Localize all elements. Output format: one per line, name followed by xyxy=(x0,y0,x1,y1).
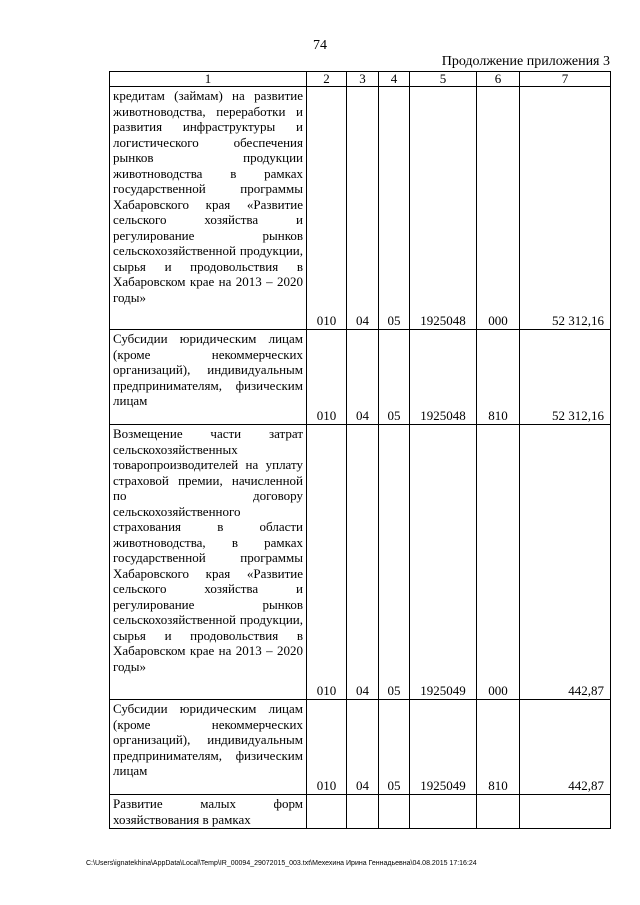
cell-col-7: 52 312,16 xyxy=(520,330,611,425)
row-description: Субсидии юридическим лицам (кроме некоммерческих организаций), индивидуальным предпринимателям, физическим лицам xyxy=(110,700,307,795)
row-description: Субсидии юридическим лицам (кроме некоммерческих организаций), индивидуальным предпринимателям, физическим лицам xyxy=(110,330,307,425)
table-row xyxy=(110,87,611,330)
table-row xyxy=(110,330,611,425)
header-col-7: 7 xyxy=(520,72,611,87)
cell-col-6: 000 xyxy=(477,425,520,700)
cell-col-4 xyxy=(379,795,410,829)
cell-col-6: 000 xyxy=(477,87,520,330)
cell-col-4: 05 xyxy=(379,87,410,330)
budget-table xyxy=(109,71,611,829)
cell-col-2: 010 xyxy=(307,425,347,700)
table-row xyxy=(110,425,611,700)
file-path-footer: C:\Users\ignatekhina\AppData\Local\Temp\IR_00094_29072015_003.txt\Мехехина Ирина Геннадьевна\04.08.2015 17:16:24 xyxy=(86,860,477,867)
cell-col-3: 04 xyxy=(347,87,379,330)
cell-col-4: 05 xyxy=(379,700,410,795)
cell-col-5: 1925049 xyxy=(410,425,477,700)
cell-col-2: 010 xyxy=(307,87,347,330)
cell-col-4: 05 xyxy=(379,425,410,700)
cell-col-6: 810 xyxy=(477,330,520,425)
cell-col-4: 05 xyxy=(379,330,410,425)
page-number: 74 xyxy=(313,38,327,53)
row-description: Развитие малых форм хозяйствования в рамках xyxy=(110,795,307,829)
header-col-4: 4 xyxy=(379,72,410,87)
cell-col-7: 52 312,16 xyxy=(520,87,611,330)
cell-col-5 xyxy=(410,795,477,829)
cell-col-2 xyxy=(307,795,347,829)
cell-col-3: 04 xyxy=(347,700,379,795)
row-description: Возмещение части затрат сельскохозяйственных товаропроизводителей на уплату страховой премии, начисленной по договору сельскохозяйственного страхования в области животноводства, в рамках государственной программы Хабаровского края «Развитие сельского хозяйства и регулирование рынков сельскохозяйственной продукции, сырья и продовольствия в Хабаровском крае на 2013 – 2020 годы» xyxy=(110,425,307,700)
cell-col-6: 810 xyxy=(477,700,520,795)
cell-col-6 xyxy=(477,795,520,829)
cell-col-5: 1925048 xyxy=(410,330,477,425)
cell-col-7: 442,87 xyxy=(520,425,611,700)
continuation-label: Продолжение приложения 3 xyxy=(441,54,610,69)
cell-col-3: 04 xyxy=(347,330,379,425)
header-col-1: 1 xyxy=(110,72,307,87)
header-col-3: 3 xyxy=(347,72,379,87)
header-col-2: 2 xyxy=(307,72,347,87)
cell-col-2: 010 xyxy=(307,330,347,425)
table-row xyxy=(110,700,611,795)
cell-col-5: 1925048 xyxy=(410,87,477,330)
header-col-5: 5 xyxy=(410,72,477,87)
cell-col-2: 010 xyxy=(307,700,347,795)
cell-col-7: 442,87 xyxy=(520,700,611,795)
cell-col-7 xyxy=(520,795,611,829)
header-row xyxy=(110,72,611,87)
header-col-6: 6 xyxy=(477,72,520,87)
row-description: кредитам (займам) на развитие животноводства, переработки и развития инфраструктуры и логистического обеспечения рынков продукции животноводства в рамках государственной программы Хабаровского края «Развитие сельского хозяйства и регулирование рынков сельскохозяйственной продукции, сырья и продовольствия в Хабаровском крае на 2013 – 2020 годы» xyxy=(110,87,307,330)
cell-col-5: 1925049 xyxy=(410,700,477,795)
cell-col-3 xyxy=(347,795,379,829)
cell-col-3: 04 xyxy=(347,425,379,700)
table-row xyxy=(110,795,611,829)
